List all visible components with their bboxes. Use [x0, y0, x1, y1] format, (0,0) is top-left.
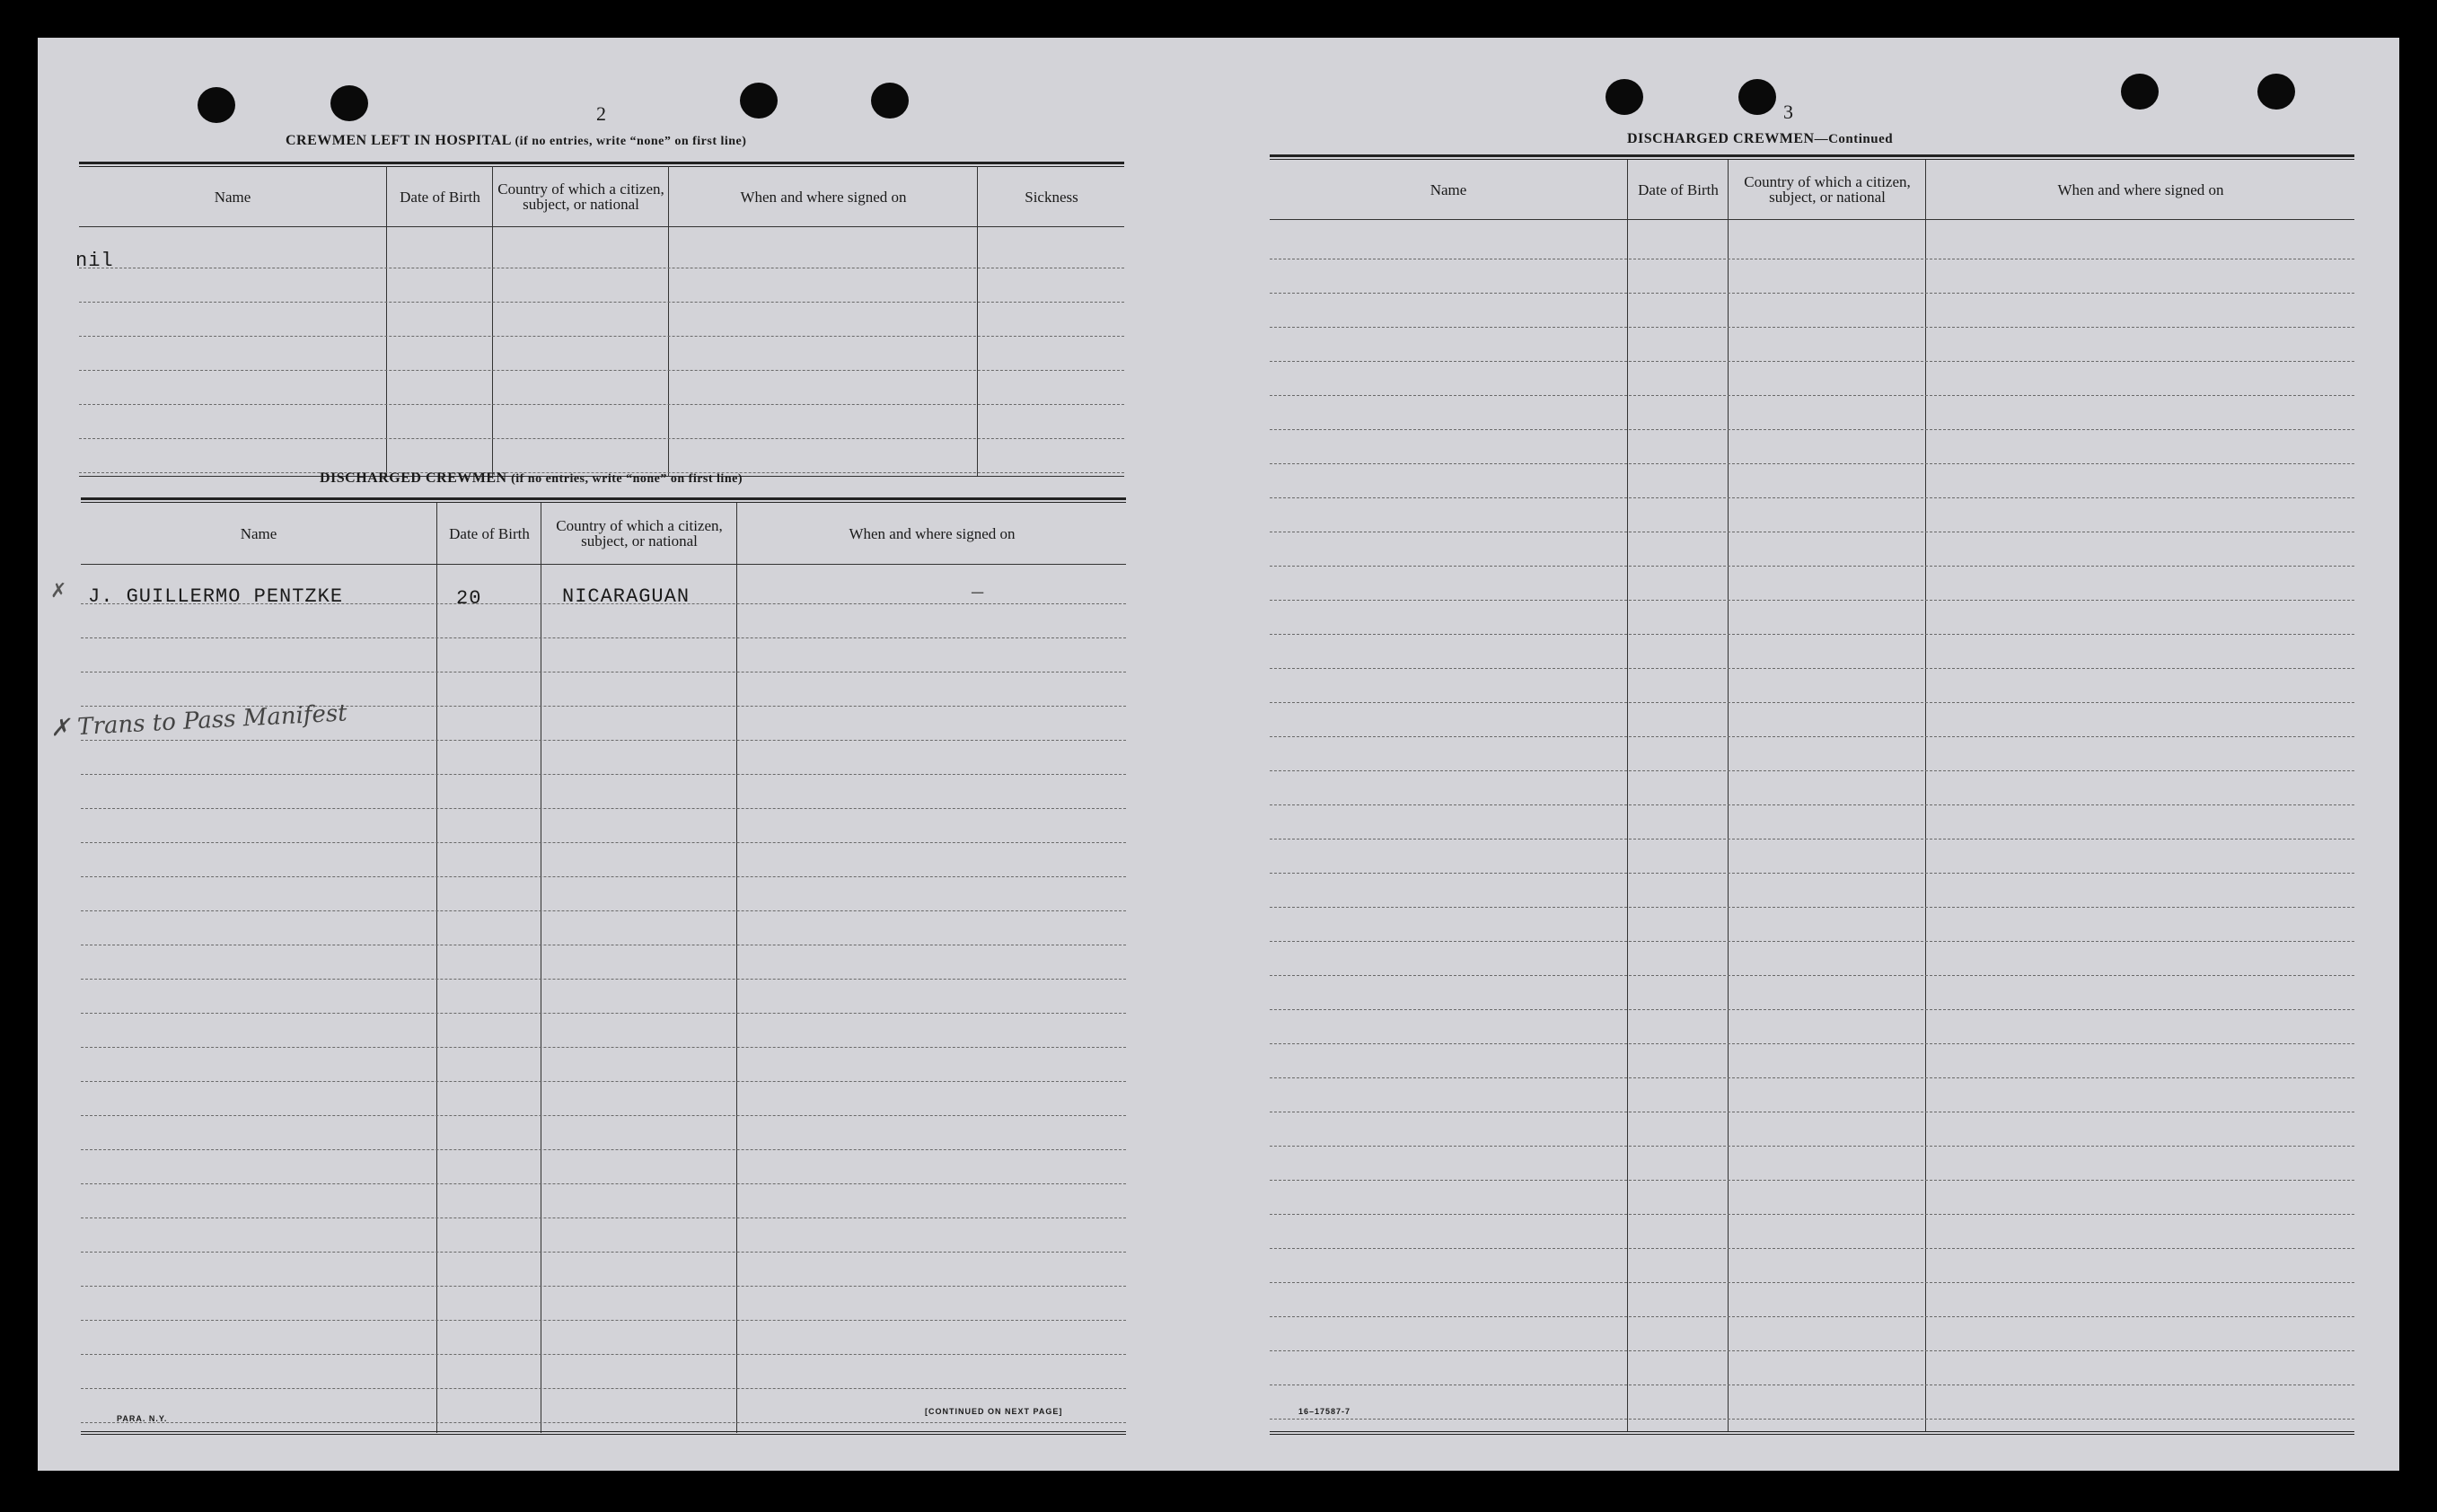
ruled-line [1270, 804, 2354, 805]
ruled-line [81, 1013, 1126, 1014]
ruled-line [81, 1047, 1126, 1048]
hospital-col-dob: Date of Birth [400, 188, 480, 206]
discharged-col-divider [736, 503, 737, 1433]
ruled-line [81, 979, 1126, 980]
ruled-line [81, 1354, 1126, 1355]
right-col-name: Name [1430, 180, 1467, 198]
entry-country: NICARAGUAN [562, 585, 691, 608]
right-col-signed-on: When and where signed on [2057, 180, 2224, 198]
ruled-line [81, 1320, 1126, 1321]
page-number: 2 [596, 102, 606, 125]
ruled-line [1270, 1316, 2354, 1317]
hospital-header-rule [79, 226, 1124, 227]
ruled-line [1270, 736, 2354, 737]
right-table-bottom-rule [1270, 1431, 2354, 1435]
handwritten-note: ✗ Trans to Pass Manifest [49, 699, 348, 743]
ruled-line [1270, 1077, 2354, 1078]
ruled-line [1270, 1043, 2354, 1044]
ruled-line [81, 774, 1126, 775]
document-sheet [38, 38, 2399, 1471]
right-table-top-rule [1270, 154, 2354, 160]
ruled-line [1270, 941, 2354, 942]
discharged-section-title: DISCHARGED CREWMEN (if no entries, write “none” on first line) [320, 470, 743, 486]
ruled-line [81, 1081, 1126, 1082]
entry-signed-on: — [972, 582, 985, 604]
ruled-line [81, 808, 1126, 809]
hospital-table-top-rule [79, 162, 1124, 167]
ruled-line [1270, 634, 2354, 635]
punch-hole [1606, 79, 1643, 115]
ruled-line [1270, 668, 2354, 669]
discharged-table-bottom-rule [81, 1431, 1126, 1435]
ruled-line [81, 740, 1126, 741]
ruled-line [81, 1183, 1126, 1184]
ruled-line [1270, 1180, 2354, 1181]
ruled-line [1270, 1350, 2354, 1351]
hospital-col-divider [492, 166, 493, 477]
punch-hole [330, 85, 368, 121]
ruled-line [1270, 873, 2354, 874]
ruled-line [81, 637, 1126, 638]
entry-mark: ✗ [50, 580, 68, 602]
discharged-col-divider [436, 503, 437, 1433]
punch-hole [2257, 74, 2295, 110]
ruled-line [79, 404, 1124, 405]
hospital-col-divider [977, 166, 978, 477]
ruled-line [1270, 1248, 2354, 1249]
discharged-col-country: Country of which a citizen, subject, or national [556, 517, 723, 549]
right-col-divider [1728, 160, 1729, 1431]
ruled-line [81, 1115, 1126, 1116]
ruled-line [1270, 1282, 2354, 1283]
ruled-line [1270, 1009, 2354, 1010]
right-col-divider [1925, 160, 1926, 1431]
punch-hole [871, 83, 909, 119]
ruled-line [1270, 839, 2354, 840]
hospital-col-signed-on: When and where signed on [740, 188, 907, 206]
ruled-line [79, 438, 1124, 439]
ruled-line [81, 1252, 1126, 1253]
discharged-continued-title: DISCHARGED CREWMEN—Continued [1627, 131, 1894, 146]
ruled-line [81, 876, 1126, 877]
ruled-line [1270, 395, 2354, 396]
discharged-header-rule [81, 564, 1126, 565]
punch-hole [1738, 79, 1776, 115]
footer-form-number: 16–17587-7 [1298, 1407, 1351, 1416]
ruled-line [1270, 770, 2354, 771]
ruled-line [1270, 429, 2354, 430]
ruled-line [1270, 907, 2354, 908]
ruled-line [1270, 361, 2354, 362]
ruled-line [1270, 293, 2354, 294]
hospital-col-divider [386, 166, 387, 477]
ruled-line [1270, 1419, 2354, 1420]
discharged-col-name: Name [240, 524, 277, 542]
ruled-line [1270, 327, 2354, 328]
ruled-line [81, 842, 1126, 843]
footer-continued: [CONTINUED ON NEXT PAGE] [925, 1407, 1063, 1416]
entry-dob: 20 [456, 587, 482, 610]
ruled-line [81, 1286, 1126, 1287]
ruled-line [1270, 975, 2354, 976]
footer-printer: PARA. N.Y. [117, 1414, 168, 1423]
ruled-line [1270, 600, 2354, 601]
ruled-line [79, 336, 1124, 337]
ruled-line [81, 910, 1126, 911]
discharged-col-signed-on: When and where signed on [849, 524, 1016, 542]
punch-hole [740, 83, 778, 119]
discharged-table-top-rule [81, 497, 1126, 503]
right-header-rule [1270, 219, 2354, 220]
hospital-col-country: Country of which a citizen, subject, or national [497, 180, 664, 213]
ruled-line [79, 370, 1124, 371]
ruled-line [1270, 497, 2354, 498]
ruled-line [1270, 1214, 2354, 1215]
ruled-line [1270, 702, 2354, 703]
punch-hole [2121, 74, 2159, 110]
entry-name: J. GUILLERMO PENTZKE [88, 585, 344, 608]
ruled-line [1270, 1146, 2354, 1147]
discharged-col-dob: Date of Birth [449, 524, 530, 542]
ruled-line [81, 1422, 1126, 1423]
ruled-line [81, 1149, 1126, 1150]
right-col-country: Country of which a citizen, subject, or national [1744, 173, 1911, 206]
ruled-line [1270, 463, 2354, 464]
ruled-line [1270, 566, 2354, 567]
right-col-divider [1627, 160, 1628, 1431]
punch-hole [198, 87, 235, 123]
hospital-col-divider [668, 166, 669, 477]
page-number: 3 [1783, 101, 1793, 123]
hospital-col-sickness: Sickness [1025, 188, 1078, 206]
ruled-line [81, 1388, 1126, 1389]
ruled-line [79, 302, 1124, 303]
hospital-entry-name: nil [75, 250, 114, 272]
hospital-col-name: Name [214, 188, 251, 206]
right-col-dob: Date of Birth [1638, 180, 1719, 198]
hospital-section-title: CREWMEN LEFT IN HOSPITAL (if no entries, write “none” on first line) [286, 133, 747, 148]
